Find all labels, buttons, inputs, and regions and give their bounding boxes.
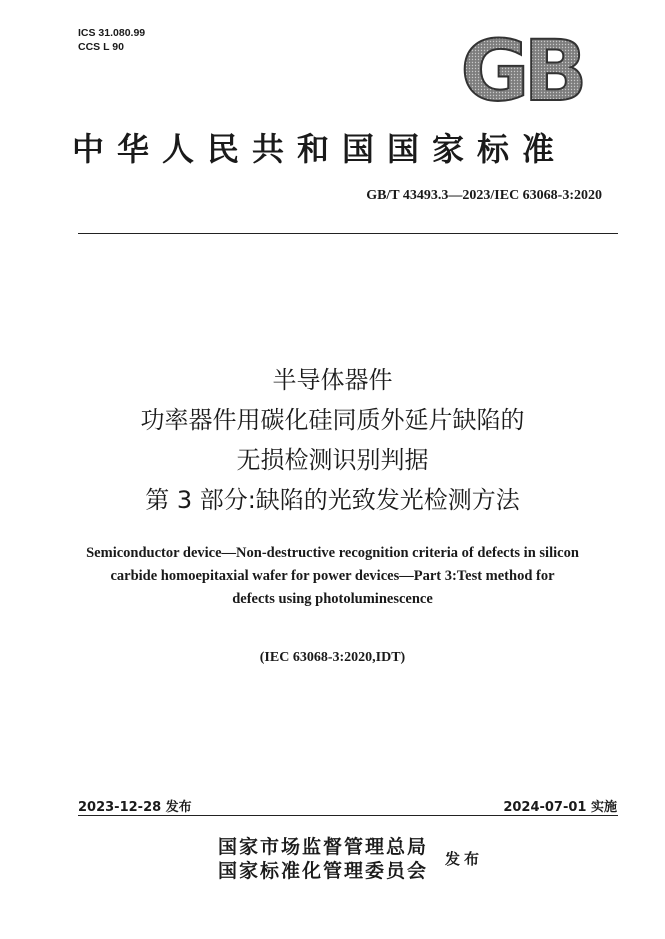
bottom-divider	[78, 815, 618, 816]
zh-title-line: 第 3 部分:缺陷的光致发光检测方法	[145, 486, 520, 514]
publish-label: 发布	[445, 850, 484, 868]
english-title	[60, 542, 605, 611]
en-title-line: carbide homoepitaxial wafer for power devices—Part 3:Test method for	[110, 568, 555, 584]
national-standard-title: 中华人民共和国国家标准	[72, 130, 568, 168]
top-divider	[78, 233, 618, 234]
gb-logo	[450, 34, 592, 106]
issuer-line: 国家市场监督管理总局	[218, 836, 429, 858]
ics-code: ICS 31.080.99	[78, 27, 146, 39]
chinese-title	[0, 360, 665, 520]
classification-codes	[78, 26, 145, 54]
issuing-authorities	[218, 835, 428, 883]
zh-title-line: 无损检测识别判据	[236, 446, 429, 474]
issuer-line: 国家标准化管理委员会	[218, 860, 429, 882]
en-title-line: defects using photoluminescence	[232, 591, 433, 607]
implementation-date: 2024-07-01 实施	[503, 800, 617, 815]
zh-title-line: 半导体器件	[272, 366, 393, 394]
en-title-line: Semiconductor device—Non-destructive recognition criteria of defects in silicon	[86, 545, 579, 561]
issue-date: 2023-12-28 发布	[78, 800, 192, 815]
zh-title-line: 功率器件用碳化硅同质外延片缺陷的	[140, 406, 525, 434]
idt-reference: (IEC 63068-3:2020,IDT)	[259, 650, 406, 665]
gb-logo-text: GB	[460, 34, 582, 106]
ccs-code: CCS L 90	[78, 41, 124, 53]
standard-number: GB/T 43493.3—2023/IEC 63068-3:2020	[366, 188, 602, 203]
